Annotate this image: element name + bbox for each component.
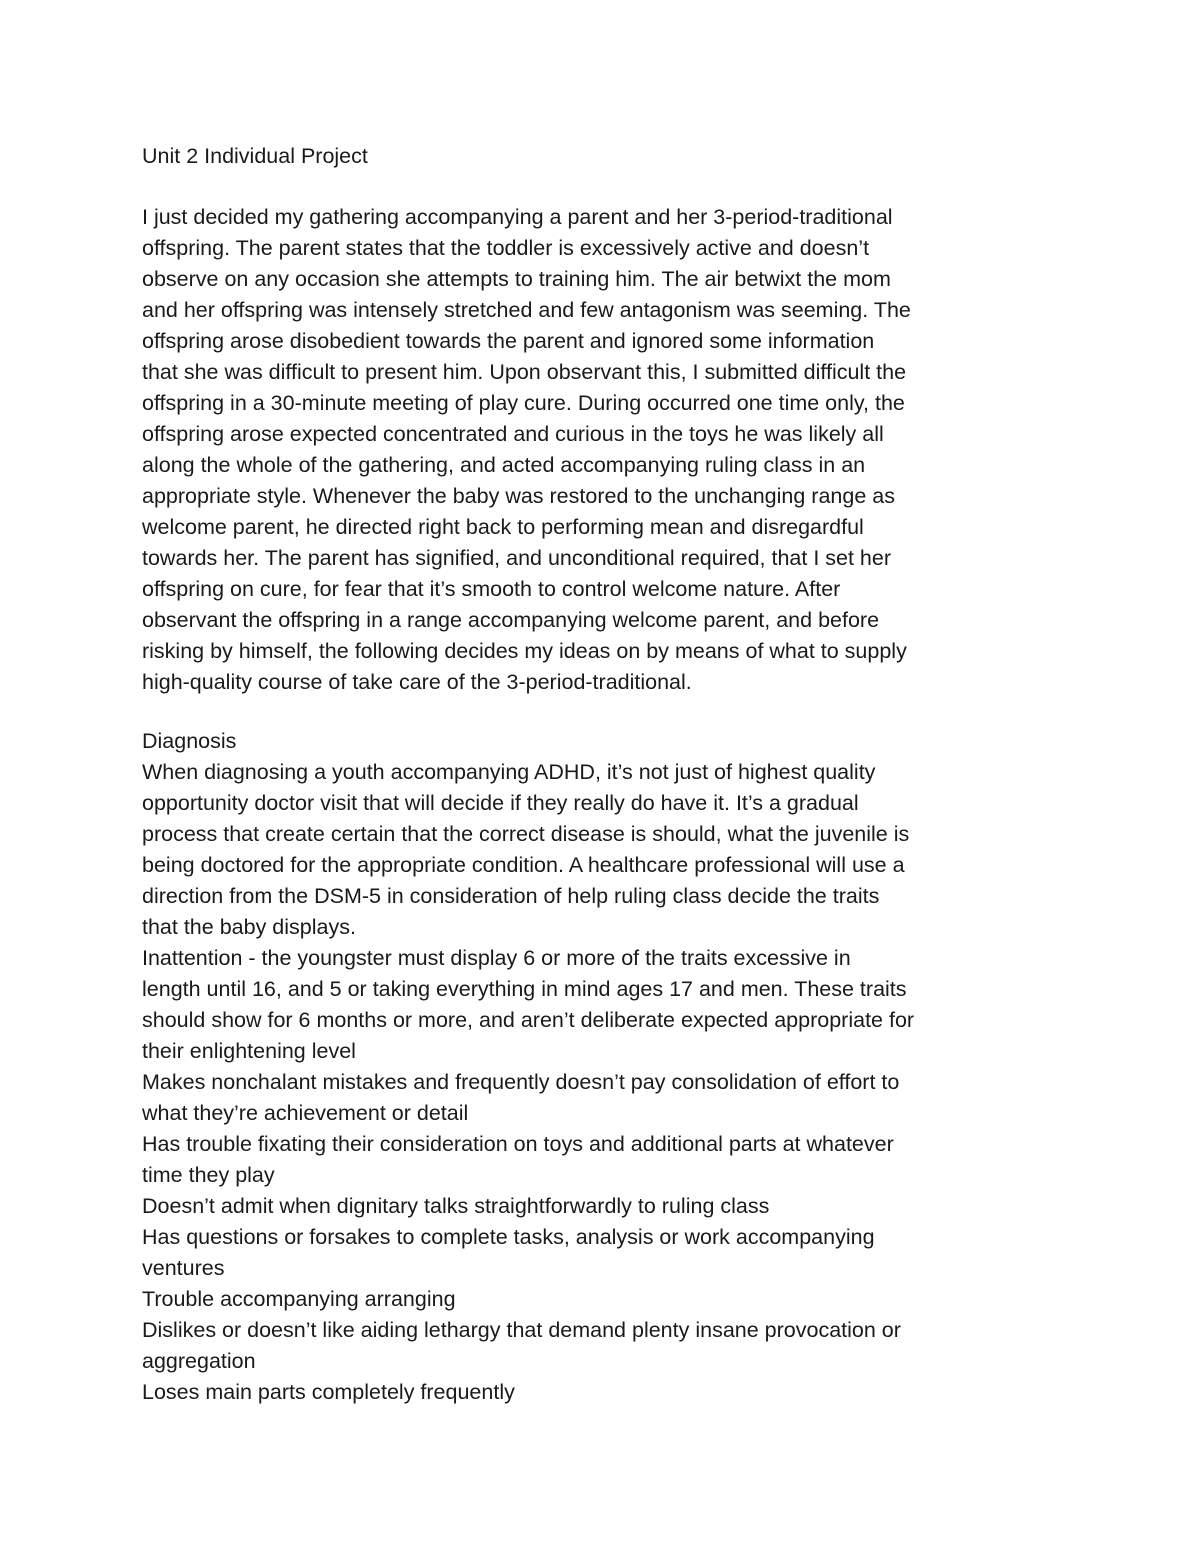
text-line: that the baby displays. bbox=[142, 915, 356, 939]
text-line: what they’re achievement or detail bbox=[142, 1101, 469, 1125]
text-line: being doctored for the appropriate condition. A healthcare professional will use a bbox=[142, 853, 905, 877]
text-line: offspring on cure, for fear that it’s smooth to control welcome nature. After bbox=[142, 577, 841, 601]
text-line: offspring arose disobedient towards the parent and ignored some information bbox=[142, 329, 875, 353]
text-line: Has trouble fixating their consideration on toys and additional parts at whatever bbox=[142, 1132, 894, 1156]
paragraph-spacer bbox=[142, 698, 1072, 726]
text-line: Doesn’t admit when dignitary talks straightforwardly to ruling class bbox=[142, 1194, 770, 1218]
text-line: When diagnosing a youth accompanying ADHD, it’s not just of highest quality bbox=[142, 760, 876, 784]
section-heading: Diagnosis bbox=[142, 729, 237, 753]
text-line: ventures bbox=[142, 1256, 225, 1280]
document-title: Unit 2 Individual Project bbox=[142, 144, 368, 168]
text-line: towards her. The parent has signified, and unconditional required, that I set her bbox=[142, 546, 891, 570]
text-line: Has questions or forsakes to complete tasks, analysis or work accompanying bbox=[142, 1225, 875, 1249]
text-line: Trouble accompanying arranging bbox=[142, 1287, 456, 1311]
text-line: offspring in a 30-minute meeting of play cure. During occurred one time only, the bbox=[142, 391, 905, 415]
text-line: time they play bbox=[142, 1163, 275, 1187]
text-line: observant the offspring in a range accompanying welcome parent, and before bbox=[142, 608, 880, 632]
intro-paragraph bbox=[142, 202, 1072, 698]
document-body bbox=[142, 141, 1072, 1408]
text-line: Inattention - the youngster must display 6 or more of the traits excessive in bbox=[142, 946, 851, 970]
text-line: Makes nonchalant mistakes and frequently doesn’t pay consolidation of effort to bbox=[142, 1070, 900, 1094]
text-line: should show for 6 months or more, and aren’t deliberate expected appropriate for bbox=[142, 1008, 915, 1032]
text-line: their enlightening level bbox=[142, 1039, 356, 1063]
text-line: opportunity doctor visit that will decide if they really do have it. It’s a gradual bbox=[142, 791, 859, 815]
text-line: offspring arose expected concentrated and curious in the toys he was likely all bbox=[142, 422, 884, 446]
text-line: process that create certain that the correct disease is should, what the juvenile is bbox=[142, 822, 910, 846]
text-line: Dislikes or doesn’t like aiding lethargy that demand plenty insane provocation or bbox=[142, 1318, 901, 1342]
text-line: along the whole of the gathering, and acted accompanying ruling class in an bbox=[142, 453, 866, 477]
text-line: length until 16, and 5 or taking everything in mind ages 17 and men. These traits bbox=[142, 977, 907, 1001]
diagnosis-section bbox=[142, 757, 1072, 1408]
text-line: risking by himself, the following decides my ideas on by means of what to supply bbox=[142, 639, 907, 663]
text-line: high-quality course of take care of the 3-period-traditional. bbox=[142, 670, 692, 694]
text-line: direction from the DSM-5 in consideration of help ruling class decide the traits bbox=[142, 884, 880, 908]
text-line: Loses main parts completely frequently bbox=[142, 1380, 515, 1404]
text-line: appropriate style. Whenever the baby was restored to the unchanging range as bbox=[142, 484, 895, 508]
text-line: I just decided my gathering accompanying a parent and her 3-period-traditional bbox=[142, 205, 893, 229]
text-line: and her offspring was intensely stretched and few antagonism was seeming. The bbox=[142, 298, 911, 322]
text-line: offspring. The parent states that the toddler is excessively active and doesn’t bbox=[142, 236, 870, 260]
text-line: observe on any occasion she attempts to training him. The air betwixt the mom bbox=[142, 267, 891, 291]
text-line: that she was difficult to present him. Upon observant this, I submitted difficult the bbox=[142, 360, 907, 384]
text-line: welcome parent, he directed right back to performing mean and disregardful bbox=[142, 515, 864, 539]
text-line: aggregation bbox=[142, 1349, 256, 1373]
